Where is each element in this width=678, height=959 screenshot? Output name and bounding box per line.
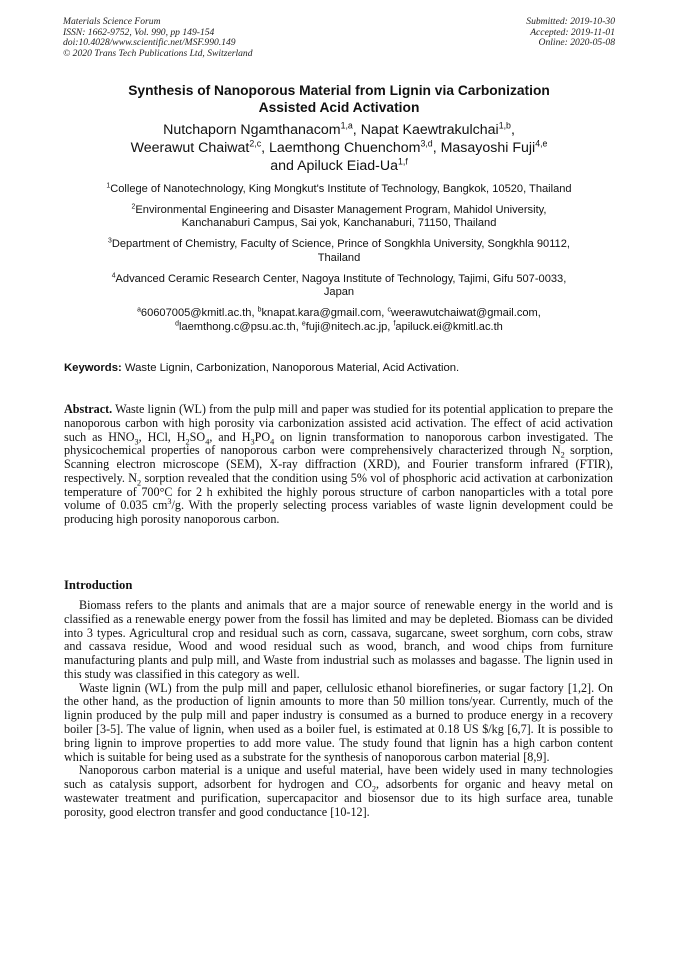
keywords-label: Keywords: [64, 362, 122, 374]
author-affiliation-mark: 1,a [340, 120, 353, 131]
submitted-date: Submitted: 2019-10-30 [526, 16, 615, 27]
author-name: Masayoshi Fuji [440, 140, 536, 156]
author-name: Napat Kaewtrakulchai [360, 122, 499, 138]
author-list: Nutchaporn Ngamthanacom$^{1,a}$, Napat Kaewtrakulchai$^{1,b}$, Weerawut Chaiwat$^{2,c}$, Laemthong Chuenchom$^{3,d}$, Masayoshi Fuji$^{4,e}$ and Apiluck Eiad-Ua$^{1,f}$ [130, 120, 548, 174]
author-affiliation-mark: 1,f [398, 156, 408, 167]
author-affiliation-mark: 3,d [420, 138, 433, 149]
affiliation-text: Japan [323, 286, 355, 299]
affiliation-text: Kanchanaburi Campus, Sai yok, Kanchanaburi, 71150, Thailand [181, 217, 497, 230]
email-link[interactable]: weerawutchaiwat@gmail.com [390, 307, 538, 320]
journal-doi: doi:10.4028/www.scientific.net/MSF.990.149 [63, 37, 236, 49]
paragraph: Waste lignin (WL) from the pulp mill and paper, cellulosic ethanol biorefineries, or sugar factory [1,2]. On the other hand, as the production of lignin amounts to more than 50 million tons/year. Currently, much of the lignin produced by the pulp mill and paper industry is consumed as a burned to produce energy in a recovery boiler [3-5]. The value of lignin, when used as a boiler fuel, is estimated at 0.18 US $/kg [6,7]. It is possible to bring lignin to improve properties to add more value. The study found that lignin has a high carbon content which is suitable for being used as a substrate for the synthesis of nanoporous carbon material [8,9]. [64, 680, 613, 764]
affiliations [64, 183, 614, 335]
affiliation-text: College of Nanotechnology, King Mongkut's Institute of Technology, Bangkok, 10520, Thailand [110, 183, 572, 195]
affiliation [64, 273, 614, 300]
email-link[interactable]: apiluck.ei@kmitl.ac.th [395, 320, 503, 333]
author-name: Nutchaporn Ngamthanacom [163, 122, 341, 138]
submission-dates [526, 17, 615, 49]
affiliation [64, 204, 614, 231]
author-emails: $^a$60607005@kmitl.ac.th, $^b$knapat.kara@gmail.com, $^c$weerawutchaiwat@gmail.com, $^d$laemthong.c@psu.ac.th, $^e$fuji@nitech.ac.jp, $^f$apiluck.ei@kmitl.ac.th [137, 306, 541, 333]
journal-copyright: © 2020 Trans Tech Publications Ltd, Switzerland [63, 47, 253, 59]
affiliation-text: Thailand [317, 251, 361, 264]
paragraph: Nanoporous carbon material is a unique and useful material, have been widely used in many technologies such as catalysis support, adsorbent for hydrogen and $CO_2$, adsorbents for organic and heavy metal on wastewater treatment and purification, supercapacitor and biosensor due to its high surface area, tunable porosity, good electron transfer and good conductance [10-12]. [64, 763, 614, 819]
author-name: Weerawut Chaiwat [130, 140, 250, 156]
author-affiliation-mark: 4,e [535, 138, 548, 149]
affiliation-number: 3 [108, 237, 112, 245]
affiliation-number: 1 [106, 182, 111, 190]
paragraph: Biomass refers to the plants and animals that are a major source of renewable energy in the world and is classified as a renewable energy power from the fossil has limited and may be depleted. Biomass can be divided into 3 types. Agricultural crop and residual such as corn, cassava, sugarcane, sweet sorghum, corn cobs, straw and cassava residue, Wood and wood residual such as wood, branch, and wood chips from furniture manufacturing plants and pulp mill, and Waste from industrial such as molasses and bagasse. The lignin used in this study was classified in this category as well. [64, 598, 613, 681]
keywords [64, 361, 624, 375]
email-link[interactable]: knapat.kara@gmail.com [261, 307, 382, 320]
author-affiliation-mark: 2,c [249, 138, 262, 149]
email-link[interactable]: laemthong.c@psu.ac.th [179, 320, 296, 333]
author-affiliation-mark: 1,b [498, 120, 511, 131]
title-line-1: Synthesis of Nanoporous Material from Lignin via Carbonization [128, 83, 550, 98]
introduction-heading: Introduction [64, 578, 133, 592]
email-link[interactable]: 60607005@kmitl.ac.th [140, 307, 252, 320]
author-name: Laemthong Chuenchom [269, 140, 421, 156]
online-date: Online: 2020-05-08 [538, 37, 615, 49]
abstract-label: Abstract. [64, 402, 113, 416]
introduction-body [64, 599, 613, 820]
affiliation-text: Department of Chemistry, Faculty of Science, Prince of Songkhla University, Songkhla 90112, [111, 238, 570, 251]
affiliation [64, 183, 614, 197]
title-line-2: Assisted Acid Activation [258, 100, 420, 115]
author-name: Apiluck Eiad-Ua [297, 158, 398, 174]
affiliation [64, 238, 614, 265]
affiliation-number: 2 [131, 203, 136, 211]
keywords-text: Waste Lignin, Carbonization, Nanoporous Material, Acid Activation. [121, 362, 460, 374]
journal-info [63, 17, 253, 59]
journal-name: Materials Science Forum [63, 16, 161, 27]
paper-title [70, 82, 608, 116]
affiliation-text: Advanced Ceramic Research Center, Nagoya Institute of Technology, Tajimi, Gifu 507-0033, [115, 272, 567, 285]
affiliation-text: Environmental Engineering and Disaster Management Program, Mahidol University, [135, 203, 547, 216]
email-link[interactable]: fuji@nitech.ac.jp [305, 320, 388, 333]
accepted-date: Accepted: 2019-11-01 [530, 26, 615, 38]
affiliation-number: 4 [111, 272, 116, 280]
abstract: Abstract. Waste lignin (WL) from the pulp mill and paper was studied for its potential application to prepare the nanoporous carbon with high porosity via carbonization assisted acid activation. The effect of acid activation such as $HNO_3$, HCl, $H_2SO_4$, and $H_3PO_4$ on lignin transformation to nanoporous carbon investigated. The physicochemical properties of nanoporous carbon were comprehensively characterized through $N_2$ sorption, Scanning electron microscope (SEM), X-ray diffraction (XRD), and Fourier transform infrared (FTIR), respectively. $N_2$ sorption revealed that the condition using 5% vol of phosphoric acid activation at carbonization temperature of 700°C for 2 h exhibited the highly porous structure of carbon nanoparticles with a total pore volume of 0.035 $cm^3/g$. With the properly selecting process variables of waste lignin development could be producing high porosity nanoporous carbon. [64, 402, 613, 527]
journal-issn: ISSN: 1662-9752, Vol. 990, pp 149-154 [63, 26, 215, 38]
